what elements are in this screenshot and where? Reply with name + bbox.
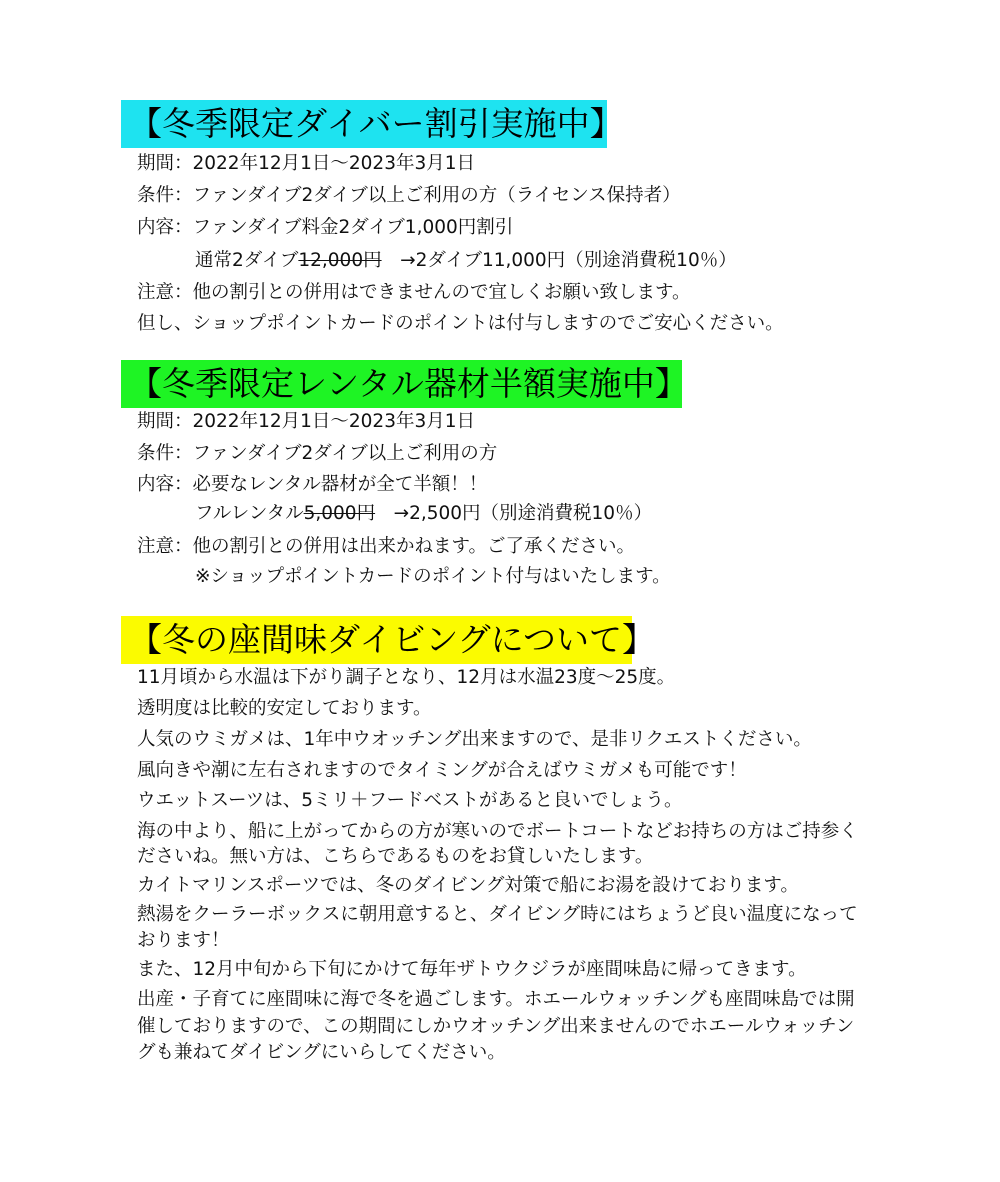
- new-price: →2,500円（別途消費税10％）: [375, 503, 653, 524]
- rental-price-line: [195, 502, 652, 526]
- section-heading-diver-discount: 【冬季限定ダイバー割引実施中】: [121, 100, 607, 148]
- rental-note: 注意：他の割引との併用は出来かねます。ご了承ください。: [137, 536, 636, 557]
- winter-info-line: 透明度は比較的安定しております。: [137, 698, 432, 719]
- winter-info-line: 人気のウミガメは、1年中ウオッチング出来ますので、是非リクエストください。: [137, 729, 812, 750]
- winter-info-line: 出産・子育てに座間味に海で冬を過ごします。ホエールウォッチングも座間味島では開: [137, 989, 855, 1010]
- discount-note: 注意：他の割引との併用はできませんので宜しくお願い致します。: [137, 282, 691, 303]
- discount-condition: 条件：ファンダイブ2ダイブ以上ご利用の方（ライセンス保持者）: [137, 185, 681, 206]
- winter-info-line: 海の中より、船に上がってからの方が寒いのでボートコートなどお持ちの方はご持参く: [137, 821, 858, 842]
- section-heading-rental-discount: 【冬季限定レンタル器材半額実施中】: [121, 360, 682, 408]
- winter-info-line: ウエットスーツは、5ミリ＋フードベストがあると良いでしょう。: [137, 790, 683, 811]
- rental-period: 期間：2022年12月1日～2023年3月1日: [137, 411, 476, 432]
- winter-info-line: 風向きや潮に左右されますのでタイミングが合えばウミガメも可能です！: [137, 760, 747, 781]
- rental-note-2: ※ショップポイントカードのポイント付与はいたします。: [195, 566, 671, 587]
- winter-info-line: グも兼ねてダイビングにいらしてください。: [137, 1042, 506, 1063]
- discount-note-2: 但し、ショップポイントカードのポイントは付与しますのでご安心ください。: [137, 313, 784, 334]
- winter-info-line: おります！: [137, 930, 230, 951]
- winter-info-line: 熱湯をクーラーボックスに朝用意すると、ダイビング時にはちょうど良い温度になって: [137, 904, 858, 925]
- new-price: →2ダイブ11,000円（別途消費税10％）: [381, 250, 737, 271]
- winter-info-line: カイトマリンスポーツでは、冬のダイビング対策で船にお湯を設けております。: [137, 875, 799, 896]
- price-label: 通常2ダイブ: [195, 250, 299, 271]
- price-label: フルレンタル: [195, 503, 304, 524]
- rental-condition: 条件：ファンダイブ2ダイブ以上ご利用の方: [137, 443, 498, 464]
- discount-price-line: [195, 249, 737, 273]
- winter-info-line: また、12月中旬から下旬にかけて毎年ザトウクジラが座間味島に帰ってきます。: [137, 959, 807, 980]
- discount-period: 期間：2022年12月1日～2023年3月1日: [137, 153, 476, 174]
- old-price: 5,000円: [303, 503, 376, 524]
- winter-info-line: 催しておりますので、この期間にしかウオッチング出来ませんのでホエールウォッチン: [137, 1016, 855, 1037]
- winter-info-line: 11月頃から水温は下がり調子となり、12月は水温23度～25度。: [137, 667, 676, 688]
- old-price: 12,000円: [298, 250, 382, 271]
- winter-info-line: ださいね。無い方は、こちらであるものをお貸しいたします。: [137, 846, 654, 867]
- rental-content: 内容：必要なレンタル器材が全て半額！！: [137, 474, 488, 495]
- section-heading-winter-diving: 【冬の座間味ダイビングについて】: [121, 616, 632, 664]
- discount-content: 内容：ファンダイブ料金2ダイブ1,000円割引: [137, 217, 514, 238]
